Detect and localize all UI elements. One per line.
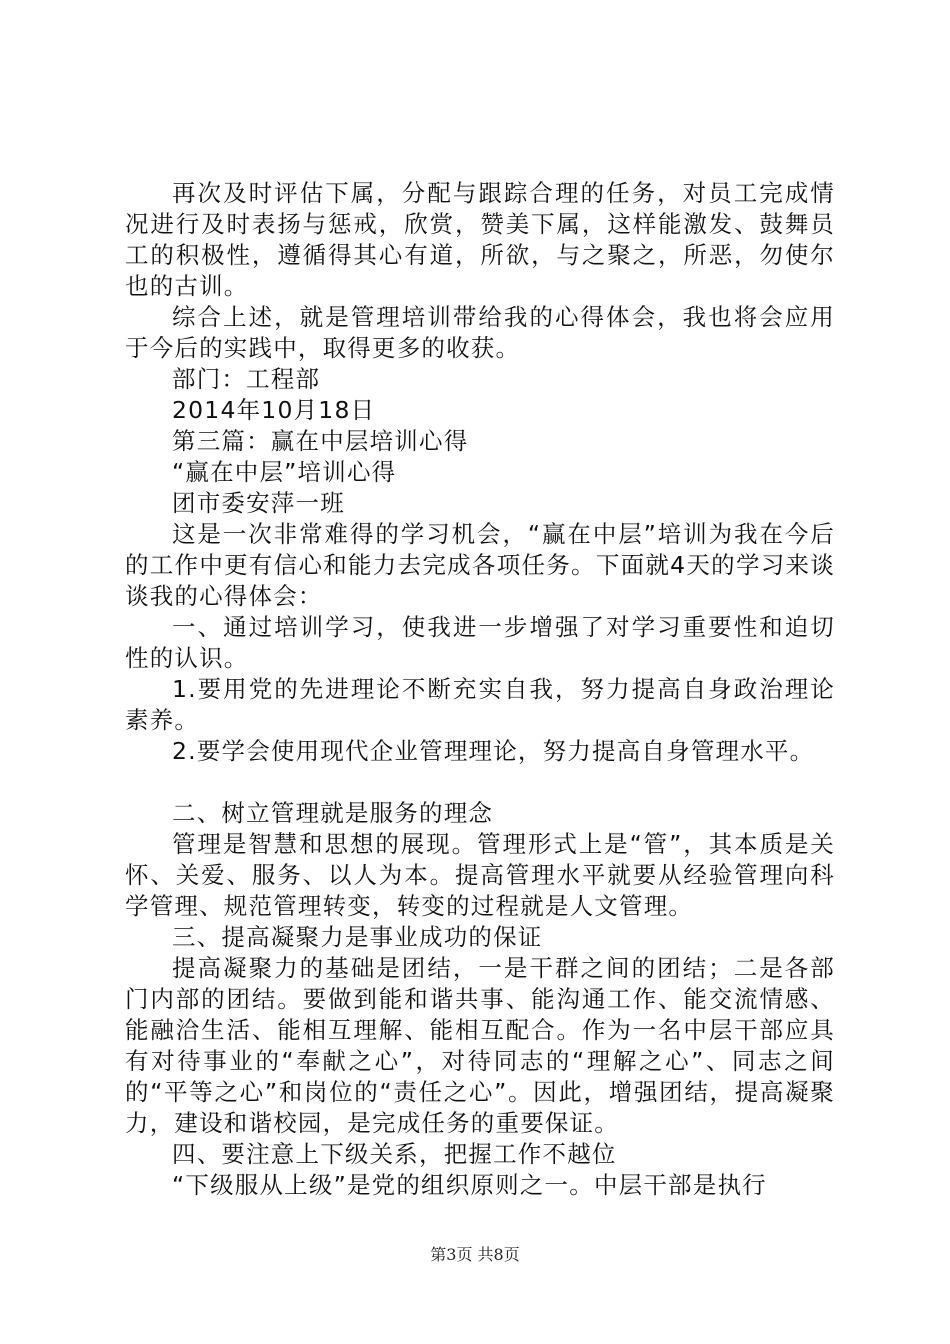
department-line: 部门：工程部 xyxy=(172,365,321,393)
list-item-two: 2.要学会使用现代企业管理理论，努力提高自身管理水平。 xyxy=(172,737,815,765)
class-name-line: 团市委安萍一班 xyxy=(172,489,345,517)
date-line: 2014年10月18日 xyxy=(172,396,376,424)
paragraph-cohesion: 提高凝聚力的基础是团结，一是干群之间的团结；二是各部门内部的团结。要做到能和谐共事、能沟通工作、能交流情感、能融洽生活、能相互理解、能相互配合。作为一名中层干部应具有对待事业的“奉献之心”，对待同志的“理解之心”、同志之间的“平等之心”和岗位的“责任之心”。因此，增强团结，提高凝聚力，建设和谐校园，是完成任务的重要保证。 xyxy=(125,954,835,1137)
document-title: “赢在中层”培训心得 xyxy=(172,458,397,486)
heading-section-three: 三、提高凝聚力是事业成功的保证 xyxy=(172,923,543,951)
list-item-one: 1.要用党的先进理论不断充实自我，努力提高自身政治理论素养。 xyxy=(125,675,835,734)
document-body xyxy=(125,178,835,1201)
paragraph-management-service: 管理是智慧和思想的展现。管理形式上是“管”，其本质是关怀、关爱、服务、以人为本。提高管理水平就要从经验管理向科学管理、规范管理转变，转变的过程就是人文管理。 xyxy=(125,830,835,920)
paragraph-summary: 综合上述，就是管理培训带给我的心得体会，我也将会应用于今后的实践中，取得更多的收获。 xyxy=(125,303,835,362)
paragraph-learning-opportunity: 这是一次非常难得的学习机会，“赢在中层”培训为我在今后的工作中更有信心和能力去完成各项任务。下面就4天的学习来谈谈我的心得体会： xyxy=(125,520,835,610)
paragraph-hierarchy: “下级服从上级”是党的组织原则之一。中层干部是执行 xyxy=(172,1171,767,1199)
paragraph-evaluate-subordinates: 再次及时评估下属，分配与跟踪合理的任务，对员工完成情况进行及时表扬与惩戒，欣赏，赞美下属，这样能激发、鼓舞员工的积极性，遵循得其心有道，所欲，与之聚之，所恶，勿使尔也的古训。 xyxy=(125,179,835,300)
heading-section-four: 四、要注意上下级关系，把握工作不越位 xyxy=(172,1140,617,1168)
heading-section-two: 二、树立管理就是服务的理念 xyxy=(172,799,494,827)
section-title-third: 第三篇：赢在中层培训心得 xyxy=(172,427,469,455)
page-number-footer: 第3页 共8页 xyxy=(430,1245,520,1264)
heading-section-one: 一、通过培训学习，使我进一步增强了对学习重要性和迫切性的认识。 xyxy=(125,613,835,672)
